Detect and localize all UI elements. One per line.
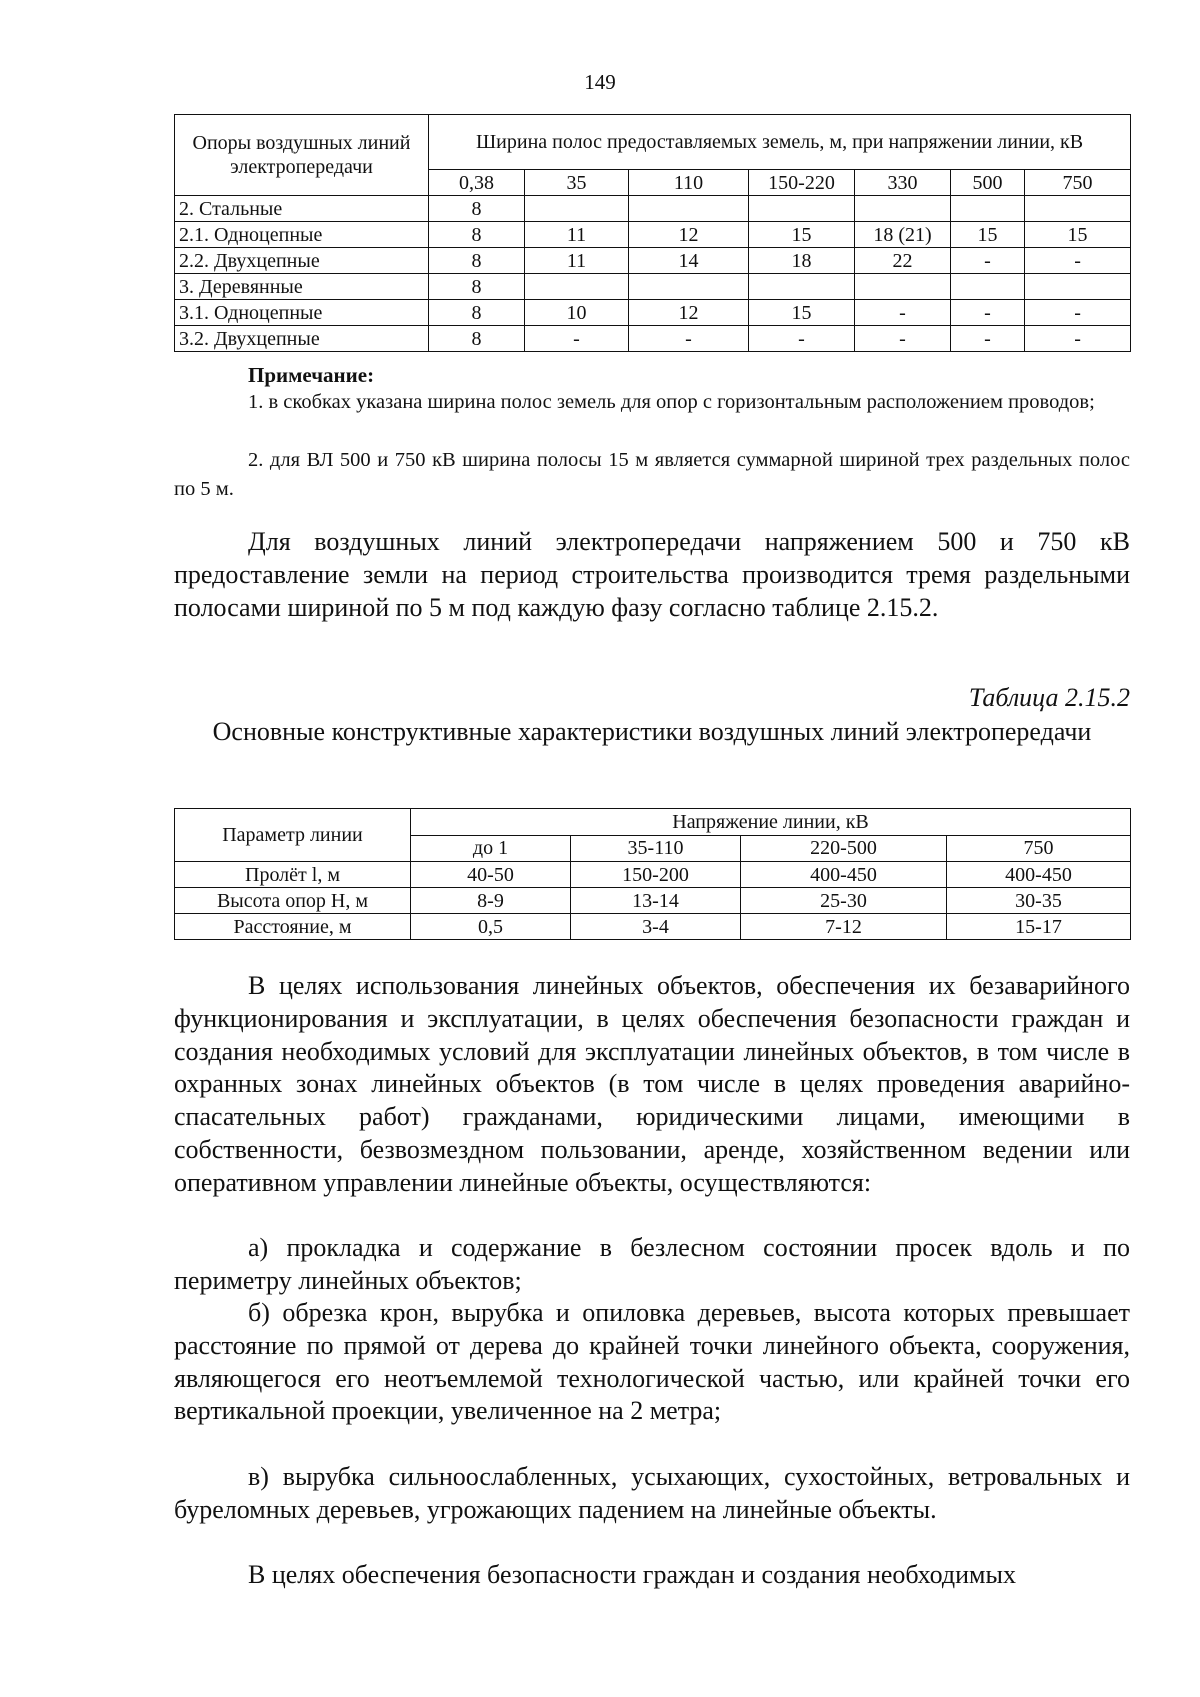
table-cell: 10 — [525, 300, 629, 326]
table-cell: 8 — [429, 222, 525, 248]
table-cell: 15 — [1025, 222, 1131, 248]
table1-col-header: 0,38 — [429, 170, 525, 196]
table-cell: 400-450 — [741, 862, 947, 888]
table-cell: 13-14 — [571, 888, 741, 914]
table2-group-header: Напряжение линии, кВ — [411, 809, 1131, 836]
row-label: 2. Стальные — [175, 196, 429, 222]
table-cell: 15 — [749, 300, 855, 326]
table-cell: 18 (21) — [855, 222, 951, 248]
table1-group-header: Ширина полос предоставляемых земель, м, при напряжении линии, кВ — [429, 115, 1131, 170]
table-row — [175, 326, 1131, 352]
note-item — [174, 388, 1130, 417]
table-cell: - — [525, 326, 629, 352]
table-cell: 0,5 — [411, 914, 571, 940]
table1-col-header: 330 — [855, 170, 951, 196]
table-cell — [629, 196, 749, 222]
table1-col-header: 35 — [525, 170, 629, 196]
note-item — [174, 446, 1130, 504]
table-row — [175, 914, 1131, 940]
row-label: 2.1. Одноцепные — [175, 222, 429, 248]
table-cell — [749, 196, 855, 222]
table-cell: 15 — [749, 222, 855, 248]
table2-col-header: 750 — [947, 835, 1131, 862]
line-characteristics-table — [174, 808, 1131, 940]
table-row — [175, 196, 1131, 222]
table1-col-header: 110 — [629, 170, 749, 196]
table-cell: - — [951, 248, 1025, 274]
table-cell: - — [951, 326, 1025, 352]
land-width-table — [174, 114, 1131, 352]
table-cell: 3-4 — [571, 914, 741, 940]
table-row — [175, 300, 1131, 326]
table-cell: 8-9 — [411, 888, 571, 914]
table-cell: 11 — [525, 248, 629, 274]
table-cell: 8 — [429, 196, 525, 222]
paragraph-item-b: б) обрезка крон, вырубка и опиловка деревьев, высота которых превышает расстояние по прямой от дерева до крайней точки линейного объекта, сооружения, являющегося его неотъемлемой технологической частью, или крайней точки его вертикальной проекции, увеличенное на 2 метра; — [174, 1298, 1130, 1426]
table-cell — [525, 196, 629, 222]
row-label: 3. Деревянные — [175, 274, 429, 300]
table-cell: - — [1025, 326, 1131, 352]
table-row — [175, 274, 1131, 300]
row-label: Пролёт l, м — [175, 862, 411, 888]
table-cell — [951, 274, 1025, 300]
table-cell: 8 — [429, 274, 525, 300]
paragraph-linear-objects: В целях использования линейных объектов, обеспечения их безаварийного функционирования и эксплуатации, в целях обеспечения безопасности граждан и создания необходимых условий для эксплуатации линейных объектов, в том числе в охранных зонах линейных объектов (в том числе в целях проведения аварийно-спасательных работ) гражданами, юридическими лицами, имеющими в собственности, безвозмездном пользовании, аренде, хозяйственном ведении или оперативном управлении линейные объекты, осуществляются: — [174, 971, 1130, 1197]
table-cell — [951, 196, 1025, 222]
table-cell: 400-450 — [947, 862, 1131, 888]
table-cell: 25-30 — [741, 888, 947, 914]
table2-caption-title: Основные конструктивные характеристики воздушных линий электропередачи — [212, 717, 1092, 746]
table2-caption-number: Таблица 2.15.2 — [968, 683, 1130, 712]
table-cell: 12 — [629, 222, 749, 248]
row-label: 2.2. Двухцепные — [175, 248, 429, 274]
table1-corner-header: Опоры воздушных линий электропередачи — [175, 115, 429, 196]
table1-body — [175, 196, 1131, 352]
row-label: 3.2. Двухцепные — [175, 326, 429, 352]
table-cell: 15 — [951, 222, 1025, 248]
table-cell: 12 — [629, 300, 749, 326]
notes-heading: Примечание: — [248, 363, 375, 387]
table-cell: - — [855, 300, 951, 326]
table-cell: 14 — [629, 248, 749, 274]
table-cell: 22 — [855, 248, 951, 274]
table-row — [175, 248, 1131, 274]
row-label: Высота опор Н, м — [175, 888, 411, 914]
table-cell — [1025, 274, 1131, 300]
table-cell: 30-35 — [947, 888, 1131, 914]
table1-col-header: 750 — [1025, 170, 1131, 196]
paragraph-safety: В целях обеспечения безопасности граждан и создания необходимых — [248, 1560, 1016, 1589]
table-cell — [749, 274, 855, 300]
table-cell: - — [1025, 300, 1131, 326]
table2-col-header: 220-500 — [741, 835, 947, 862]
table-cell: 7-12 — [741, 914, 947, 940]
table-cell — [629, 274, 749, 300]
row-label: Расстояние, м — [175, 914, 411, 940]
table1-col-header: 500 — [951, 170, 1025, 196]
paragraph-item-v: в) вырубка сильноослабленных, усыхающих, сухостойных, ветровальных и буреломных деревьев, угрожающих падением на линейные объекты. — [174, 1462, 1130, 1524]
table-cell: - — [749, 326, 855, 352]
table-cell: 8 — [429, 300, 525, 326]
table-cell: 40-50 — [411, 862, 571, 888]
table-row — [175, 222, 1131, 248]
row-label: 3.1. Одноцепные — [175, 300, 429, 326]
table1-col-header: 150-220 — [749, 170, 855, 196]
table-cell: - — [951, 300, 1025, 326]
note-text: 1. в скобках указана ширина полос земель для опор с горизонтальным расположением проводов; — [248, 391, 1095, 413]
table-cell: 11 — [525, 222, 629, 248]
table-cell — [525, 274, 629, 300]
table-cell: 8 — [429, 326, 525, 352]
paragraph-construction-strips: Для воздушных линий электропередачи напряжением 500 и 750 кВ предоставление земли на период строительства производится тремя раздельными полосами шириной по 5 м под каждую фазу согласно таблице 2.15.2. — [174, 527, 1130, 622]
paragraph-item-a: а) прокладка и содержание в безлесном состоянии просек вдоль и по периметру линейных объектов; — [174, 1233, 1130, 1295]
table2-col-header: 35-110 — [571, 835, 741, 862]
table-cell — [855, 274, 951, 300]
page-number: 149 — [584, 70, 616, 94]
table-row — [175, 862, 1131, 888]
table-cell: 18 — [749, 248, 855, 274]
note-text: 2. для ВЛ 500 и 750 кВ ширина полосы 15 м является суммарной шириной трех раздельных полос по 5 м. — [174, 449, 1130, 500]
table-cell: - — [1025, 248, 1131, 274]
table-cell: 150-200 — [571, 862, 741, 888]
table-row — [175, 888, 1131, 914]
table-cell: - — [629, 326, 749, 352]
table2-corner-header: Параметр линии — [175, 809, 411, 862]
table2-body — [175, 862, 1131, 940]
table-cell: 8 — [429, 248, 525, 274]
table-cell: - — [855, 326, 951, 352]
table-cell: 15-17 — [947, 914, 1131, 940]
table-cell — [1025, 196, 1131, 222]
table2-col-header: до 1 — [411, 835, 571, 862]
table-cell — [855, 196, 951, 222]
